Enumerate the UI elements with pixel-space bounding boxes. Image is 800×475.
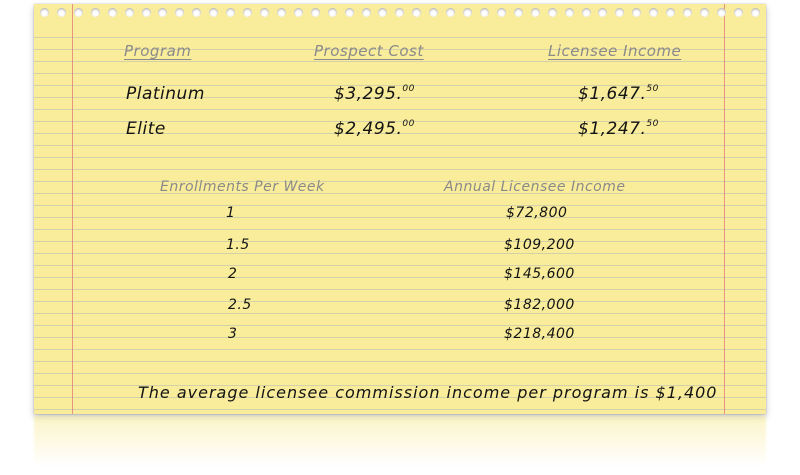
annual-income-value: $145,600: [504, 266, 575, 282]
average-commission-note: The average licensee commission income per program is $1,400: [138, 383, 718, 402]
perforation-hole: [395, 8, 404, 17]
perforation-hole: [463, 8, 472, 17]
perforation-hole: [209, 8, 218, 17]
perforation-hole: [666, 8, 675, 17]
perforation-hole: [565, 8, 574, 17]
licensee-income-amount: $1,647.: [578, 84, 647, 104]
perforation-hole: [175, 8, 184, 17]
perforation-hole: [548, 8, 557, 17]
perforation-hole: [378, 8, 387, 17]
perforation-hole: [429, 8, 438, 17]
annual-income-value: $72,800: [506, 205, 568, 221]
perforation-hole: [598, 8, 607, 17]
perforation-hole: [91, 8, 100, 17]
licensee-income-platinum: [578, 84, 659, 104]
perforation-hole: [243, 8, 252, 17]
right-margin-line: [724, 4, 725, 414]
prospect-cost-amount: $2,495.: [334, 119, 403, 139]
licensee-income-column-header: Licensee Income: [548, 42, 682, 60]
prospect-cost-platinum: [334, 84, 415, 104]
program-name-platinum: Platinum: [126, 84, 205, 104]
perforation-hole: [412, 8, 421, 17]
left-margin-line: [72, 4, 73, 414]
perforation-hole: [632, 8, 641, 17]
perforation-hole: [497, 8, 506, 17]
perforation-hole: [294, 8, 303, 17]
prospect-cost-column-header: Prospect Cost: [314, 42, 424, 60]
perforation-hole: [531, 8, 540, 17]
prospect-cost-cents: 00: [402, 119, 415, 129]
perforation-hole: [158, 8, 167, 17]
prospect-cost-cents: 00: [402, 84, 415, 94]
licensee-income-elite: [578, 119, 659, 139]
perforation-hole: [345, 8, 354, 17]
prospect-cost-elite: [334, 119, 415, 139]
annual-income-value: $182,000: [504, 297, 575, 313]
perforation-hole: [40, 8, 49, 17]
perforation-hole: [226, 8, 235, 17]
perforation-hole: [362, 8, 371, 17]
perforation-hole: [311, 8, 320, 17]
enrollments-column-header: Enrollments Per Week: [160, 179, 325, 195]
perforation-hole: [683, 8, 692, 17]
enrollments-value: 2: [228, 266, 238, 282]
sheet-reflection: [34, 416, 766, 466]
perforation-hole: [700, 8, 709, 17]
licensee-income-amount: $1,247.: [578, 119, 647, 139]
perforation-hole: [751, 8, 760, 17]
perforation-hole: [649, 8, 658, 17]
perforation-hole: [57, 8, 66, 17]
perforation-hole: [717, 8, 726, 17]
annual-income-value: $109,200: [504, 237, 575, 253]
annual-income-column-header: Annual Licensee Income: [444, 179, 626, 195]
program-column-header: Program: [124, 42, 192, 60]
perforation-hole: [260, 8, 269, 17]
licensee-income-cents: 50: [646, 84, 659, 94]
perforation-hole: [480, 8, 489, 17]
enrollments-value: 3: [228, 326, 238, 342]
perforation-hole: [328, 8, 337, 17]
perforation-hole: [74, 8, 83, 17]
perforation-hole: [192, 8, 201, 17]
perforation-hole: [142, 8, 151, 17]
enrollments-value: 1: [226, 205, 236, 221]
perforation-hole: [108, 8, 117, 17]
perforation-hole: [277, 8, 286, 17]
perforation-hole: [734, 8, 743, 17]
perforation-hole: [446, 8, 455, 17]
perforation-row: [34, 8, 766, 20]
prospect-cost-amount: $3,295.: [334, 84, 403, 104]
enrollments-value: 1.5: [226, 237, 250, 253]
enrollments-value: 2.5: [228, 297, 252, 313]
annual-income-value: $218,400: [504, 326, 575, 342]
perforation-hole: [582, 8, 591, 17]
perforation-hole: [125, 8, 134, 17]
perforation-hole: [514, 8, 523, 17]
perforation-hole: [615, 8, 624, 17]
program-name-elite: Elite: [126, 119, 166, 139]
legal-pad-sheet: [34, 4, 766, 414]
licensee-income-cents: 50: [646, 119, 659, 129]
